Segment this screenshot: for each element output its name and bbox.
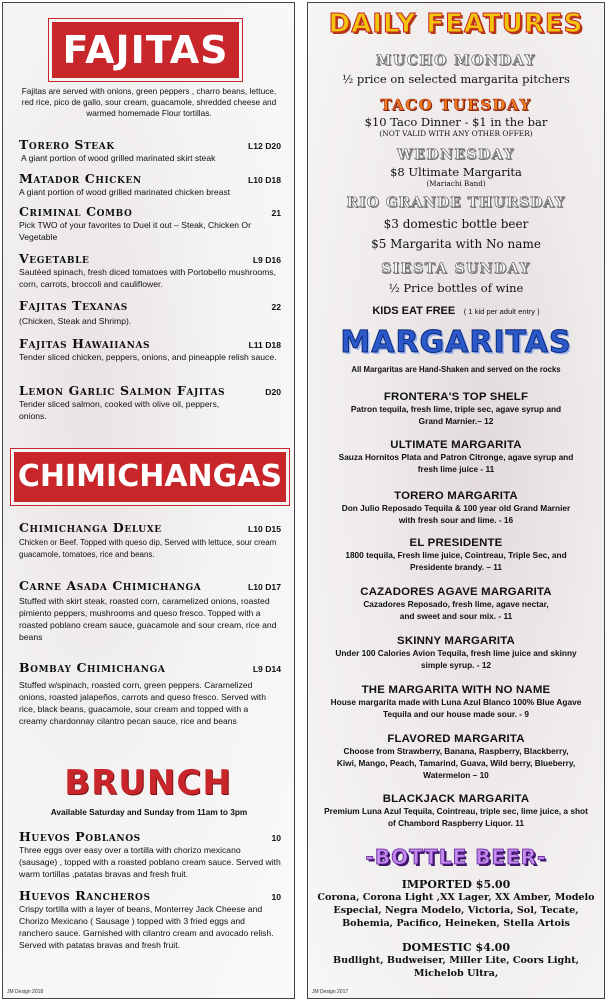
margarita-desc: 1800 tequila, Fresh lime juice, Cointreau, Triple Sec, and Presidente brandy. – 11	[345, 550, 567, 572]
margarita-desc: Don Julio Reposado Tequila & 100 year old Grand Marnier with fresh sour and lime. - 16	[341, 503, 571, 525]
margarita-item-6	[322, 635, 590, 671]
item-desc: Sautéed spinach, fresh diced tomatoes with Portobello mushrooms, corn, carrots, broccoli and cauliflower.	[19, 267, 276, 289]
wednesday-line: $8 Ultimate Margarita	[390, 165, 522, 179]
margarita-item-1	[322, 391, 590, 427]
margarita-desc: Choose from Strawberry, Banana, Raspberry, Blackberry, Kiwi, Mango, Peach, Tamarind, Guava, Wild berry, Blueberry, Watermelon – 10	[336, 746, 576, 780]
imported-label: IMPORTED $5.00	[401, 878, 511, 891]
mucho-monday-line: ½ price on selected margarita pitchers	[342, 72, 570, 86]
item-price: L10 D17	[248, 582, 281, 592]
item-price: L9 D16	[252, 255, 281, 265]
fajitas-title: FAJITAS	[62, 28, 229, 72]
item-name: Carne Asada Chimichanga	[19, 578, 202, 593]
item-name: Huevos Rancheros	[19, 888, 151, 903]
item-name: Vegetable	[19, 251, 90, 266]
imported-beer	[316, 878, 596, 930]
thursday-title: RIO GRANDE THURSDAY	[346, 195, 566, 211]
item-name: Fajitas Hawaiianas	[19, 336, 151, 351]
item-desc: Tender sliced chicken, peppers, onions, and pineapple relish sauce.	[19, 352, 277, 362]
item-price: L12 D20	[248, 141, 281, 151]
margarita-name: CAZADORES AGAVE MARGARITA	[360, 586, 552, 598]
bottle-beer-title: -BOTTLE BEER-	[365, 845, 547, 869]
item-price: 21	[271, 208, 281, 218]
domestic-list: Budlight, Budweiser, Miller Lite, Coors Light, Michelob Ultra,	[333, 955, 579, 979]
margarita-item-7	[322, 684, 590, 720]
chimichangas-banner	[11, 449, 289, 505]
chimichangas-title: CHIMICHANGAS	[17, 459, 283, 494]
margarita-name: ULTIMATE MARGARITA	[390, 439, 522, 451]
item-price: L11 D18	[248, 340, 281, 350]
margarita-desc: Premium Luna Azul Tequila, Cointreau, triple sec, lime juice, a shot of Chambord Raspberry Liquor. 11	[324, 806, 588, 828]
item-price: L10 D18	[248, 175, 281, 185]
item-desc: Stuffed with skirt steak, roasted corn, caramelized onions, roasted pimiento peppers, mushrooms and queso fresco. Topped with a roasted poblano cream sauce, guacamole and sour cream, rice and beans	[19, 596, 277, 642]
taco-tuesday-note: (NOT VALID WITH ANY OTHER OFFER)	[379, 129, 533, 138]
margarita-desc: Under 100 Calories Avion Tequila, fresh lime juice and skinny simple syrup. - 12	[335, 648, 577, 670]
fajitas-item-6	[19, 336, 281, 363]
left-menu-page	[2, 2, 295, 999]
domestic-beer	[316, 941, 596, 980]
fajitas-item-3	[19, 204, 281, 243]
sunday-line: ½ Price bottles of wine	[388, 281, 524, 295]
margarita-name: SKINNY MARGARITA	[397, 635, 515, 647]
wednesday-title: WEDNESDAY	[397, 147, 515, 163]
domestic-label: DOMESTIC $4.00	[402, 941, 510, 954]
brunch-title: BRUNCH	[64, 763, 232, 803]
item-desc: Three eggs over easy over a tortilla with chorizo mexicano (sausage) , topped with a roasted poblano cream sauce. Served with warm tortillas ,patatas bravas and fresh fruit.	[19, 845, 281, 879]
item-name: Criminal Combo	[19, 204, 133, 219]
item-price: L10 D15	[248, 524, 281, 534]
item-price: 10	[271, 833, 281, 843]
item-desc: A giant portion of wood grilled marinated skirt steak	[21, 153, 216, 163]
taco-tuesday-line: $10 Taco Dinner - $1 in the bar	[364, 115, 548, 129]
margaritas-title: MARGARITAS	[340, 325, 572, 360]
fajitas-item-2	[19, 171, 281, 198]
chimichangas-item-1	[19, 520, 281, 561]
mucho-monday-title: MUCHO MONDAY	[376, 53, 536, 69]
daily-features-title: DAILY FEATURES	[328, 9, 584, 39]
margarita-item-4	[322, 537, 590, 573]
margarita-name: EL PRESIDENTE	[409, 537, 503, 549]
brunch-subtitle: Available Saturday and Sunday from 11am to 3pm	[50, 807, 248, 817]
footer-credit: JM Design 2017	[312, 989, 349, 995]
margarita-item-9	[322, 793, 590, 829]
item-desc: Tender sliced salmon, cooked with olive oil, peppers, onions.	[19, 399, 220, 421]
item-price: 22	[271, 302, 281, 312]
brunch-item-1	[19, 829, 281, 880]
margarita-item-5	[322, 586, 590, 622]
item-desc: (Chicken, Steak and Shrimp).	[19, 316, 132, 326]
fajitas-banner	[49, 19, 242, 81]
item-price: D20	[265, 387, 281, 397]
fajitas-intro: Fajitas are served with onions, green peppers , charro beans, lettuce, red rice, pico de gallo, sour cream, guacamole, shredded cheese and warmed homemade Flour tortillas.	[21, 86, 277, 118]
chimichangas-item-2	[19, 578, 281, 643]
item-name: Torero Steak	[19, 137, 115, 152]
item-desc: Chicken or Beef. Topped with queso dip, Served with lettuce, sour cream guacamole, tomatoes, rice and beans.	[19, 538, 277, 559]
item-price: L9 D14	[252, 664, 281, 674]
item-name: Huevos Poblanos	[19, 829, 141, 844]
item-desc: Pick TWO of your favorites to Duel it out – Steak, Chicken Or Vegetable	[19, 220, 251, 242]
right-menu-page	[307, 2, 605, 999]
margarita-name: FRONTERA'S TOP SHELF	[383, 391, 529, 403]
item-name: Bombay Chimichanga	[19, 660, 166, 675]
margarita-desc: House margarita made with Luna Azul Blanco 100% Blue Agave Tequila and our house made sour. - 9	[330, 697, 582, 719]
margarita-name: THE MARGARITA WITH NO NAME	[361, 684, 551, 696]
thursday-line-1: $3 domestic bottle beer	[383, 217, 529, 231]
margarita-item-3	[322, 490, 590, 526]
imported-list: Corona, Corona Light ,XX Lager, XX Amber, Modelo Especial, Negra Modelo, Victoria, Sol, Tecate, Bohemia, Pacifico, Heineken, Stella Artois	[317, 892, 595, 929]
item-name: Lemon Garlic Salmon Fajitas	[19, 383, 226, 398]
taco-tuesday-title: TACO TUESDAY	[380, 96, 532, 114]
sunday-title: SIESTA SUNDAY	[381, 261, 531, 277]
margarita-name: FLAVORED MARGARITA	[387, 733, 525, 745]
chimichangas-item-3	[19, 660, 281, 727]
item-desc: Crispy tortilla with a layer of beans, Monterrey Jack Cheese and Chorizo Mexicano ( Sausage ) topped with 3 fried eggs and ranchero sauce. Garnished with cilantro cream and avocado relish. Served with patatas bravas and fresh fruit.	[19, 904, 274, 950]
item-name: Matador Chicken	[19, 171, 142, 186]
fajitas-item-5	[19, 298, 281, 327]
footer-credit: JM Design 2018	[7, 989, 44, 995]
item-desc: Stuffed w/spinach, roasted corn, green peppers. Caramelized onions, roasted jalapeños, carrots and queso fresco. Served with rice, black beans, guacamole, sour cream and topped with a creamy chardonnay cilantro pecan sauce, rice and beans	[19, 680, 266, 726]
margarita-item-8	[322, 733, 590, 781]
margarita-name: BLACKJACK MARGARITA	[382, 793, 530, 805]
kids-eat-free	[308, 301, 604, 319]
margaritas-subtitle: All Margaritas are Hand-Shaken and served on the rocks	[351, 365, 561, 374]
thursday-line-2: $5 Margarita with No name	[371, 237, 541, 251]
margarita-desc: Patron tequila, fresh lime, triple sec, agave syrup and Grand Marnier.– 12	[350, 404, 562, 426]
fajitas-item-7	[19, 383, 281, 422]
margarita-desc: Sauza Hornitos Plata and Patron Citronge, agave syrup and fresh lime juice - 11	[338, 452, 574, 474]
fajitas-item-1	[19, 137, 281, 164]
wednesday-note: (Mariachi Band)	[426, 179, 486, 188]
item-price: 10	[271, 892, 281, 902]
item-desc: A giant portion of wood grilled marinated chicken breast	[19, 187, 231, 197]
kids-eat-free-note: ( 1 kid per adult entry )	[463, 307, 540, 316]
margarita-desc: Cazadores Reposado, fresh lime, agave nectar, and sweet and sour mix. - 11	[363, 599, 549, 621]
margarita-name: TORERO MARGARITA	[394, 490, 518, 502]
kids-eat-free-label: KIDS EAT FREE	[372, 305, 456, 317]
brunch-item-2	[19, 888, 281, 951]
item-name: Chimichanga Deluxe	[19, 520, 162, 535]
item-name: Fajitas Texanas	[19, 298, 128, 313]
fajitas-item-4	[19, 251, 281, 290]
margarita-item-2	[322, 439, 590, 475]
